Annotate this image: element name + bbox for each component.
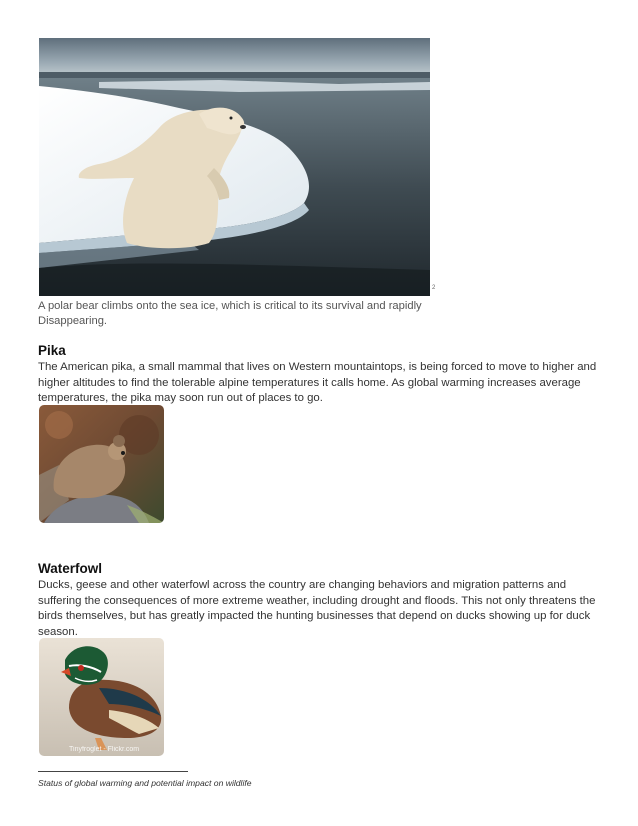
waterfowl-heading: Waterfowl <box>38 561 102 576</box>
photo-credit: Tinyfroglet - Flickr.com <box>69 746 140 753</box>
pika-heading: Pika <box>38 343 66 358</box>
pika-photo <box>39 405 164 523</box>
waterfowl-paragraph: Ducks, geese and other waterfowl across the country are changing behaviors and migration patterns and suffering the consequences of more extreme weather, including drought and floods. This not only threatens the birds themselves, but has greatly impacted the hunting businesses that depend on ducks showing up for duck season. <box>38 579 596 638</box>
footnote-divider <box>38 771 188 772</box>
wood-duck-photo <box>39 638 164 756</box>
polar-bear-caption: A polar bear climbs onto the sea ice, which is critical to its survival and rapidly Disappearing. <box>38 300 422 327</box>
polar-bear-photo <box>39 38 430 296</box>
pika-paragraph: The American pika, a small mammal that lives on Western mountaintops, is being forced to move to higher and higher altitudes to find the tolerable alpine temperatures it calls home. As global warming increases average temperatures, the pika may soon run out of places to go. <box>38 361 597 404</box>
footnote-marker: 2 <box>432 285 436 291</box>
footer-note: Status of global warming and potential impact on wildlife <box>38 778 252 788</box>
